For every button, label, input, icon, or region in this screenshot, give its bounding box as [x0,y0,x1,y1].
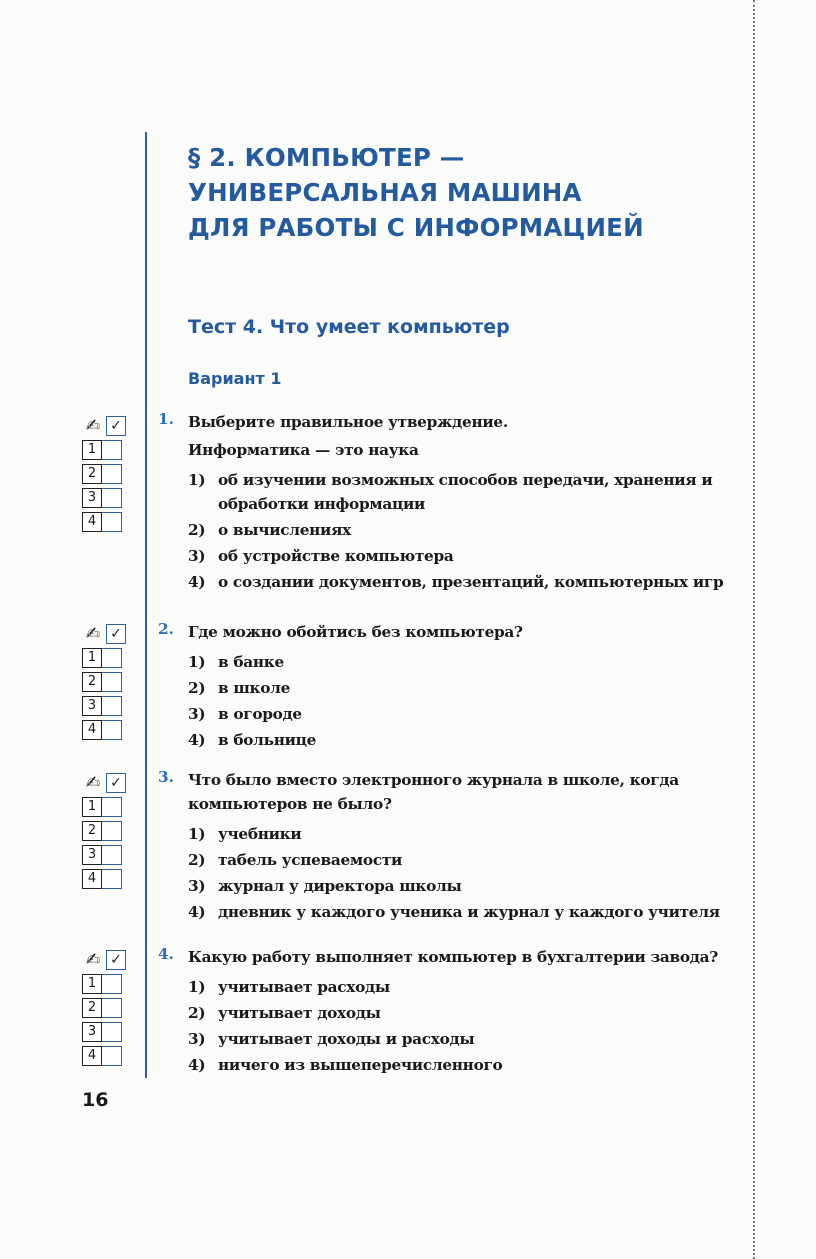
answer-checkbox[interactable] [102,1046,122,1066]
option-number: 2) [188,851,206,869]
section-title-line: § 2. КОМПЬЮТЕР — [188,143,465,172]
page-number: 16 [82,1089,109,1111]
option-text: о вычислениях [218,521,351,539]
answer-box-number: 3 [82,845,102,865]
answer-box-number: 1 [82,440,102,460]
answer-box-header [82,416,132,436]
answer-box-row [82,1022,132,1042]
checkmark-icon: ✓ [106,773,126,793]
perforation-line [753,0,755,1259]
option[interactable] [188,900,750,924]
option-number: 4) [188,903,206,921]
question-1 [158,410,750,596]
answer-checkbox[interactable] [102,998,122,1018]
option-text: об устройстве компьютера [218,547,454,565]
answer-box-number: 1 [82,797,102,817]
answer-box-row [82,821,132,841]
pencil-crossed-icon: ✍ [85,416,101,436]
option-number: 3) [188,877,206,895]
question-text: Что было вместо электронного журнала в школе, когда компьютеров не было? [188,771,679,813]
answer-boxes-q4 [82,950,132,1070]
question-number: 1. [158,410,174,428]
answer-box-number: 4 [82,512,102,532]
question-2 [158,620,750,754]
question-number: 2. [158,620,174,638]
answer-checkbox[interactable] [102,440,122,460]
option-number: 4) [188,1056,206,1074]
option[interactable] [188,822,750,846]
answer-box-row [82,974,132,994]
answer-box-row [82,998,132,1018]
answer-checkbox[interactable] [102,974,122,994]
answer-box-header [82,773,132,793]
options-list [188,468,750,594]
option-number: 3) [188,1030,206,1048]
options-list [188,975,750,1077]
option[interactable] [188,874,750,898]
option-text: в огороде [218,705,302,723]
option[interactable] [188,1027,750,1051]
answer-box-number: 1 [82,648,102,668]
answer-box-header [82,950,132,970]
option-text: учитывает доходы и расходы [218,1030,475,1048]
option-text: учитывает расходы [218,978,390,996]
answer-checkbox[interactable] [102,845,122,865]
answer-checkbox[interactable] [102,1022,122,1042]
variant-label: Вариант 1 [188,369,282,388]
option-text: в школе [218,679,291,697]
option-text: в больнице [218,731,317,749]
answer-box-number: 4 [82,720,102,740]
option[interactable] [188,650,750,674]
answer-box-row [82,869,132,889]
options-list [188,650,750,752]
answer-boxes-q2 [82,624,132,744]
option-number: 1) [188,471,206,489]
answer-box-number: 2 [82,672,102,692]
option[interactable] [188,570,750,594]
answer-checkbox[interactable] [102,821,122,841]
option-text: журнал у директора школы [218,877,462,895]
option-text: табель успеваемости [218,851,403,869]
option-number: 2) [188,679,206,697]
question-subtext: Информатика — это наука [188,441,419,459]
answer-checkbox[interactable] [102,672,122,692]
option-number: 3) [188,547,206,565]
question-text: Выберите правильное утверждение. [188,413,508,431]
option[interactable] [188,728,750,752]
answer-checkbox[interactable] [102,797,122,817]
answer-boxes-q1 [82,416,132,536]
question-text: Где можно обойтись без компьютера? [188,623,523,641]
option-number: 3) [188,705,206,723]
answer-box-row [82,488,132,508]
option[interactable] [188,1053,750,1077]
option-number: 4) [188,731,206,749]
answer-box-header [82,624,132,644]
section-title-line: ДЛЯ РАБОТЫ С ИНФОРМАЦИЕЙ [188,213,644,242]
checkmark-icon: ✓ [106,624,126,644]
question-4 [158,945,750,1079]
option[interactable] [188,702,750,726]
answer-box-row [82,440,132,460]
answer-box-row [82,512,132,532]
answer-box-row [82,845,132,865]
checkmark-icon: ✓ [106,416,126,436]
answer-box-number: 2 [82,464,102,484]
answer-checkbox[interactable] [102,720,122,740]
pencil-crossed-icon: ✍ [85,950,101,970]
answer-box-row [82,648,132,668]
answer-box-number: 1 [82,974,102,994]
answer-box-row [82,720,132,740]
option-number: 2) [188,521,206,539]
answer-box-number: 4 [82,869,102,889]
question-number: 4. [158,945,174,963]
answer-box-number: 2 [82,998,102,1018]
answer-box-row [82,797,132,817]
option[interactable] [188,544,750,568]
option-number: 4) [188,573,206,591]
option[interactable] [188,468,750,516]
answer-box-number: 4 [82,1046,102,1066]
answer-checkbox[interactable] [102,488,122,508]
checkmark-icon: ✓ [106,950,126,970]
option-number: 1) [188,825,206,843]
option-text: ничего из вышеперечисленного [218,1056,503,1074]
answer-box-row [82,696,132,716]
question-3 [158,768,750,926]
answer-box-number: 3 [82,1022,102,1042]
answer-box-number: 2 [82,821,102,841]
option-text: об изучении возможных способов передачи, хранения и обработки информации [218,471,713,513]
answer-checkbox[interactable] [102,512,122,532]
option[interactable] [188,676,750,700]
answer-box-row [82,1046,132,1066]
answer-checkbox[interactable] [102,648,122,668]
option-text: в банке [218,653,284,671]
question-text: Какую работу выполняет компьютер в бухгалтерии завода? [188,948,718,966]
option[interactable] [188,518,750,542]
test-title: Тест 4. Что умеет компьютер [188,316,510,338]
option-text: учитывает доходы [218,1004,381,1022]
margin-rule [145,132,147,1078]
answer-box-number: 3 [82,696,102,716]
option[interactable] [188,848,750,872]
option[interactable] [188,1001,750,1025]
answer-box-row [82,464,132,484]
option-text: о создании документов, презентаций, компьютерных игр [218,573,724,591]
option-text: учебники [218,825,302,843]
option-number: 2) [188,1004,206,1022]
answer-box-number: 3 [82,488,102,508]
option[interactable] [188,975,750,999]
option-number: 1) [188,653,206,671]
answer-checkbox[interactable] [102,869,122,889]
option-text: дневник у каждого ученика и журнал у каждого учителя [218,903,720,921]
options-list [188,822,750,924]
answer-checkbox[interactable] [102,696,122,716]
answer-box-row [82,672,132,692]
section-title [188,140,644,245]
pencil-crossed-icon: ✍ [85,773,101,793]
pencil-crossed-icon: ✍ [85,624,101,644]
answer-boxes-q3 [82,773,132,893]
question-number: 3. [158,768,174,786]
answer-checkbox[interactable] [102,464,122,484]
option-number: 1) [188,978,206,996]
section-title-line: УНИВЕРСАЛЬНАЯ МАШИНА [188,178,582,207]
